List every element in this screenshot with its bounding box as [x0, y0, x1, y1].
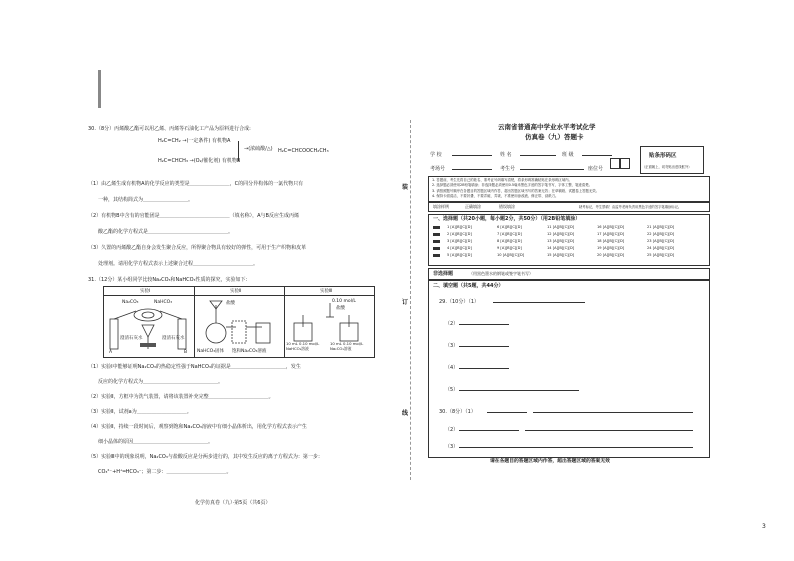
choice-25[interactable]: 25 [A][B][C][D] [647, 253, 675, 257]
q30-scheme [158, 138, 328, 172]
bottom-note: 请在各题目的答题区域内作答，超出答题区域的答案无效 [490, 459, 610, 464]
timing-mark-1 [433, 226, 440, 229]
q30-p2b: 酸乙酯的化学方程式是＿＿＿＿＿＿＿＿＿＿＿＿＿＿＿＿。 [98, 229, 234, 235]
answer-sheet [420, 118, 718, 473]
choice-row-4 [447, 246, 697, 251]
figure-divider-2 [284, 287, 285, 357]
fill-section [428, 280, 710, 458]
seat-label: 座位号 [588, 166, 604, 172]
exp3-label-na2co3: 10 mL 0.10 mol/L Na₂CO₃溶液 [330, 341, 364, 351]
choice-1[interactable]: 1 [A][B][C][D] [447, 225, 472, 229]
q30-p1b: 一种，其结构简式为＿＿＿＿＿＿＿＿＿。 [98, 197, 194, 203]
timing-mark-4 [433, 247, 440, 250]
exam-no-field[interactable] [452, 165, 492, 170]
q29-3-label: （3） [445, 343, 459, 349]
q30-p3: （3）久置的丙烯酸乙酯自身会发生聚合反应，所得聚合物具有较好的弹性，可用于生产织物和皮革 [88, 245, 307, 251]
timing-mark-3 [433, 240, 440, 243]
exp1-apparatus [106, 297, 192, 355]
choice-23[interactable]: 23 [A][B][C][D] [647, 239, 675, 243]
q30-2b-answer[interactable] [525, 426, 693, 431]
q29-3-answer[interactable] [459, 342, 509, 347]
q30-label: 30.（8分）（1） [439, 409, 476, 415]
exp2-label-solid: NaHCO₃固体 [197, 349, 224, 354]
choice-8[interactable]: 8 [A][B][C][D] [497, 239, 522, 243]
scheme-arrow: →(浓硫酸/△) [244, 146, 273, 152]
q31-s1: （1）实验Ⅰ中能够证明Na₂CO₃的热稳定性强于NaHCO₃的证据是＿＿＿＿＿＿＿＿＿＿＿，发生 [88, 364, 301, 370]
choice-12[interactable]: 12 [A][B][C][D] [547, 232, 575, 236]
q29-4-answer[interactable] [459, 364, 509, 369]
q30-2a-answer[interactable] [459, 426, 519, 431]
q31-s5: （5）实验Ⅲ中的现象说明，Na₂CO₃与盐酸反应是分两步进行的，其中发生反应的离子方程式为：第一步： [88, 454, 323, 460]
barcode-note: （正面朝上，切勿贴出虚线框外） [642, 165, 692, 169]
page-number: 3 [762, 523, 766, 530]
scheme-line2: H₂C=CHCH₃ →(O₂/催化剂) 有机物B [158, 158, 241, 164]
class-field[interactable] [582, 151, 612, 156]
school-field[interactable] [452, 151, 492, 156]
exp2-apparatus [196, 297, 282, 355]
binding-label-zhuang: 装 [402, 184, 409, 191]
fill-example-label: 填涂样例 [433, 204, 449, 209]
class-label: 班 级 [562, 152, 574, 158]
choice-24[interactable]: 24 [A][B][C][D] [647, 246, 675, 250]
q29-1-answer[interactable] [493, 298, 585, 303]
choice-3[interactable]: 3 [A][B][C][D] [447, 239, 472, 243]
q30-p1: （1）由乙烯生成有机物A的化学反应的类型是＿＿＿＿＿＿＿＿，C的同分异构体的一氯代物只有 [88, 181, 304, 187]
wrong-fill-label: 错误填涂 [499, 204, 515, 209]
choice-row-5 [447, 253, 697, 258]
q29-label: 29.（10分）（1） [439, 299, 479, 305]
experiment-figure [103, 286, 375, 358]
absent-note: 缺考标记，考生禁填！由监考老师负责用黑色字迹的签字笔填涂标记。 [579, 205, 682, 209]
nonchoice-note: （用黑色墨水的钢笔或签字笔书写） [469, 271, 533, 276]
choice-16[interactable]: 16 [A][B][C][D] [597, 225, 625, 229]
choice-20[interactable]: 20 [A][B][C][D] [597, 253, 625, 257]
q29-5-answer[interactable] [459, 386, 579, 391]
scheme-bracket [238, 141, 239, 161]
instruction-3: 3. 请按照题号顺序在各题目的答题区域内作答，超出答题区域书写的答案无效；在草稿纸、试题卷上答题无效。 [432, 188, 600, 193]
choice-row-2 [447, 232, 697, 237]
exp1-title: 实验Ⅰ [140, 289, 151, 294]
q31-s1b: 反应的化学方程式为＿＿＿＿＿＿＿＿＿＿＿＿＿＿＿。 [98, 379, 224, 385]
q30-1a-answer[interactable] [487, 408, 527, 413]
binding-label-xian: 线 [402, 410, 409, 417]
school-label: 学 校 [430, 152, 442, 158]
choice-10[interactable]: 10 [A][B][C][D] [497, 253, 525, 257]
q30-3-label: （3） [445, 444, 459, 450]
q31-s4: （4）实验Ⅱ，持续一段时间后，观察到饱和Na₂CO₃溶液中有细小晶体析出，用化学方程式表示产生 [88, 424, 307, 430]
exam-id-label: 考生号 [500, 166, 516, 172]
figure-divider-1 [194, 287, 195, 357]
q31-stem: 31.（12分）某小组同学比较Na₂CO₃和NaHCO₃性质的探究，实验如下： [88, 277, 251, 283]
choice-section [428, 214, 710, 266]
choice-row-1 [447, 225, 697, 230]
q31-s4b: 细小晶体的原因＿＿＿＿＿＿＿＿＿＿＿＿＿＿＿。 [98, 439, 214, 445]
section2-title: 二、填空题（共5题，共44分） [433, 283, 504, 289]
exp1-label-a: A [109, 350, 113, 355]
scheme-product: H₂C=CHCOOCH₂CH₃ [278, 148, 329, 154]
instruction-4: 4. 保持卡面清洁，不要折叠、不要弄破、弄皱，不准使用涂改液、修正带、刮纸刀。 [432, 193, 559, 198]
q30-3-answer[interactable] [459, 443, 693, 448]
exam-no-label: 考场号 [430, 166, 446, 172]
sheet-title-2: 仿真卷（九）答题卡 [525, 133, 584, 141]
q31-s3: （3）实验Ⅱ，试剂a为＿＿＿＿＿＿＿＿＿＿。 [88, 409, 192, 415]
choice-grid [447, 225, 697, 258]
choice-14[interactable]: 14 [A][B][C][D] [547, 246, 575, 250]
seat-box-1[interactable] [610, 158, 620, 169]
choice-19[interactable]: 19 [A][B][C][D] [597, 246, 625, 250]
barcode-label: 贴条形码区 [649, 153, 677, 159]
choice-5[interactable]: 5 [A][B][C][D] [447, 253, 472, 257]
exp1-label-b: B [184, 350, 188, 355]
exp2-label-sat: 饱和Na₂CO₃溶液 [232, 349, 267, 354]
exp2-label-hcl: 盐酸 [226, 301, 235, 306]
choice-22[interactable]: 22 [A][B][C][D] [647, 232, 675, 236]
name-label: 姓 名 [500, 152, 512, 158]
exp2-title: 实验Ⅱ [230, 289, 242, 294]
exp1-label-nahco3: NaHCO₃ [154, 300, 172, 305]
exp1-label-na2co3: Na₂CO₃ [122, 300, 139, 305]
exam-id-field[interactable] [520, 165, 584, 170]
choice-18[interactable]: 18 [A][B][C][D] [597, 239, 625, 243]
exp3-label-nahco3: 10 mL 0.10 mol/L NaHCO₃溶液 [286, 341, 320, 351]
q29-2-label: （2） [445, 321, 459, 327]
exp3-label-conc: 0.10 mol/L [332, 299, 356, 304]
q30-p3b: 处理剂。请用化学方程式表示上述聚合过程＿＿＿＿＿＿＿＿＿＿＿＿。 [98, 261, 259, 267]
exp1-label-limewater-b: 澄清石灰水 [162, 336, 185, 341]
choice-7[interactable]: 7 [A][B][C][D] [497, 232, 522, 236]
choice-4[interactable]: 4 [A][B][C][D] [447, 246, 472, 250]
instructions [432, 178, 599, 199]
sheet-title-1: 云南省普通高中学业水平考试化学 [498, 123, 596, 131]
instruction-1: 1. 答题前，考生先将自己的姓名、准考证号码填写清楚，将条形码准确粘贴在条形码区域内。 [432, 178, 572, 182]
name-field[interactable] [520, 151, 556, 156]
seat-box-2[interactable] [620, 158, 630, 169]
instructions-box [428, 176, 710, 202]
choice-11[interactable]: 11 [A][B][C][D] [547, 225, 575, 229]
timing-mark-5 [433, 254, 440, 257]
choice-13[interactable]: 13 [A][B][C][D] [547, 239, 575, 243]
scheme-line1: H₂C=CH₂ →(一定条件) 有机物A [158, 138, 231, 144]
q31-s2: （2）实验Ⅱ，方框中为洗气装置，请将该装置补充完整＿＿＿＿＿＿＿＿＿＿＿＿。 [88, 394, 274, 400]
q30-1b-answer[interactable] [533, 408, 693, 413]
choice-15[interactable]: 15 [A][B][C][D] [547, 253, 575, 257]
choice-17[interactable]: 17 [A][B][C][D] [597, 232, 625, 236]
choice-row-3 [447, 239, 697, 244]
timing-mark-2 [433, 233, 440, 236]
section1-title: 一、选择题（共20小题，每小题2分，共50分）（用2B铅笔填涂） [433, 216, 581, 222]
scan-mark [98, 70, 101, 108]
exp3-title: 实验Ⅲ [320, 289, 333, 294]
exp3-label-hcl: 盐酸 [336, 306, 345, 311]
q31-s5b: CO₃²⁻+H⁺═HCO₃⁻；第二步：＿＿＿＿＿＿＿＿＿＿＿＿。 [98, 469, 232, 475]
binding-label-ding: 订 [402, 299, 409, 306]
nonchoice-label: 非选择题 [433, 271, 454, 277]
q29-4-label: （4） [445, 365, 459, 371]
fill-example-box [428, 202, 710, 212]
nonchoice-header [428, 268, 710, 280]
exp1-label-limewater-a: 澄清石灰水 [120, 336, 143, 341]
correct-fill-label: 正确填涂 [465, 204, 481, 209]
instruction-2: 2. 选择题必须使用2B铅笔填涂；非选择题必须使用0.5毫米黑色字迹的签字笔书写，字体工整、笔迹清楚。 [432, 183, 592, 188]
q30-stem: 30.（8分）丙烯酸乙酯可以用乙烯、丙烯等石油化工产品为原料进行合成: [88, 126, 251, 132]
q30-2-label: （2） [445, 427, 459, 433]
choice-2[interactable]: 2 [A][B][C][D] [447, 232, 472, 236]
choice-9[interactable]: 9 [A][B][C][D] [497, 246, 522, 250]
q29-2-answer[interactable] [459, 320, 509, 325]
q29-5-label: （5） [445, 387, 459, 393]
left-page-footer: 化学仿真卷（九）·第5页（共6页） [195, 500, 271, 506]
choice-21[interactable]: 21 [A][B][C][D] [647, 225, 675, 229]
choice-6[interactable]: 6 [A][B][C][D] [497, 225, 522, 229]
binding-line [410, 120, 411, 480]
q30-p2: （2）有机物B中含有的官能团是＿＿＿＿＿＿＿＿＿＿＿＿＿＿（填名称），A与B反应生成丙烯 [88, 213, 299, 219]
barcode-area [640, 146, 704, 174]
left-page [88, 122, 388, 475]
